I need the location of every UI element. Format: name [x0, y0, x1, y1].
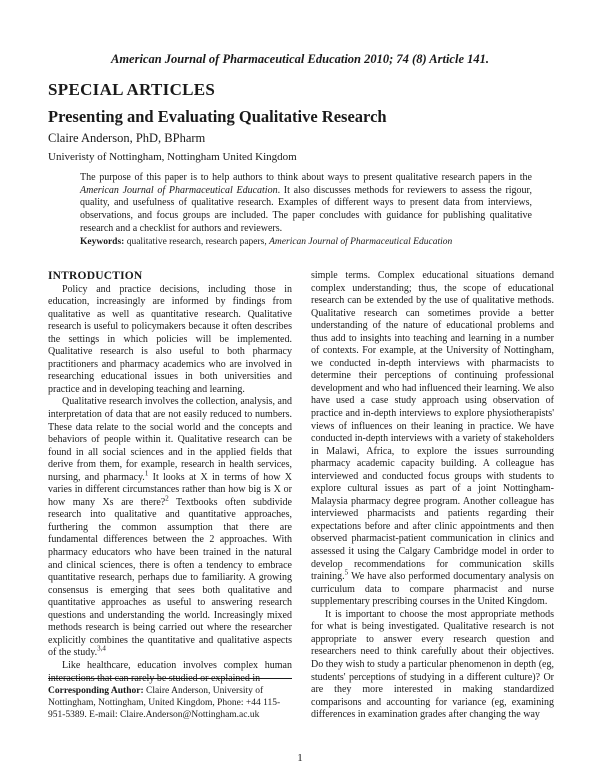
page-number: 1 — [297, 752, 303, 764]
corresponding-author-label: Corresponding Author: — [48, 686, 144, 696]
corresponding-author-note — [48, 678, 292, 721]
article-title: Presenting and Evaluating Qualitative Research — [48, 107, 387, 126]
author-line: Claire Anderson, PhD, BPharm — [48, 131, 206, 145]
text-run: We have also performed documentary analysis on curriculum data to compare pharmacist and nurse supplementary prescribing courses in the United Kingdom. — [311, 571, 554, 608]
paragraph: Policy and practice decisions, including those in education, increasingly are informed by findings from qualitative as well as quantitative research. Qualitative research is useful to policymakers because it often describes the settings in which policies will be implemented. Qualitative research is also useful to both pharmacy practitioners and pharmacy academics who are involved in researching educational issues in both universities and practice and in developing teaching and learning. — [48, 283, 292, 395]
citation-ref: 5 — [344, 568, 349, 577]
corresponding-author-text: Claire Anderson, University of Nottingham, Nottingham, United Kingdom, Phone: +44 115-951-5389. E-mail: Claire.Anderson@Nottingham.ac.uk — [48, 686, 281, 720]
left-column — [48, 270, 292, 685]
abstract-journal-name: American Journal of Pharmaceutical Education — [80, 184, 278, 196]
intro-heading: INTRODUCTION — [48, 270, 143, 282]
text-run: Textbooks often subdivide research into qualitative and quantitative approaches, furthering the common assumption that there are fundamental differences between the 2 approaches. With pharmacy educators who have been trained in the natural and clinical sciences, there is often a tendency to embrace quantitative research, perhaps due to familiarity. A growing consensus is emerging that sees both qualitative and quantitative approaches as useful to answering research questions and understanding the world. Increasingly mixed methods research is being carried out where the researcher explicitly combines the quantitative and qualitative aspects of the study. — [48, 496, 292, 659]
journal-header: American Journal of Pharmaceutical Education 2010; 74 (8) Article 141. — [110, 52, 489, 66]
paragraph — [311, 270, 554, 609]
abstract-part: The purpose of this paper is to help authors to think about ways to present qualitative research papers in the — [80, 172, 532, 183]
keywords-journal-name: American Journal of Pharmaceutical Education — [269, 236, 453, 247]
abstract-text — [80, 172, 532, 236]
paragraph — [48, 396, 292, 659]
keywords-line — [80, 236, 532, 249]
citation-ref: 1 — [144, 469, 149, 478]
citation-ref: 3,4 — [97, 645, 106, 654]
abstract — [80, 172, 532, 248]
section-label: SPECIAL ARTICLES — [48, 80, 216, 99]
paragraph: It is important to choose the most appropriate methods for what is being investigated. Qualitative research is not appropriate to answer every research question and researchers need to think carefully about their objectives. Do they wish to study a particular phenomenon in depth (eg, students' perceptions of studying in a different culture)? Or are they more interested in making standardized comparisons and accounting for variance (eg, examining differences in examination grades after changing the way — [311, 608, 554, 721]
paragraph: Like healthcare, education involves complex human interactions that can rarely be studied or explained in — [48, 659, 292, 684]
text-run: simple terms. Complex educational situations demand complex understanding; thus, the scope of educational research can be extended by the use of qualitative methods. Qualitative research can sometimes provide a better understanding of the nature of educational problems and thus add to insights into teaching and learning in a number of contexts. For example, at the University of Nottingham, we conducted in-depth interviews with pharmacists to determine their perceptions of continuing professional development and who had influenced their learning. We also have used a case study approach using observation of practice and in-depth interviews to explore physiotherapists' views of influences on their leaning in practice. We have conducted in-depth interviews with a variety of stakeholders in Malawi, Africa, to explore the issues surrounding pharmacy academic capacity building. A colleague has interviewed and conducted focus groups with students to explore cultural issues as part of a joint Nottingham-Malaysia pharmacy degree program. Another colleague has interviewed pharmacists and patients regarding their expectations before and after clinic appointments and then observed pharmacist-patient communication in clinics and assessed it using the Calgary Cambridge model in order to develop recommendations for communication skills training. — [311, 270, 554, 583]
text-run: Qualitative research involves the collection, analysis, and interpretation of data that are not easily reduced to numbers. These data relate to the social world and the concepts and behaviors of people within it. Qualitative research can be found in all social sciences and in the applied fields that derive from them, for example, research in health services, nursing, and pharmacy. — [48, 396, 292, 483]
citation-ref: 2 — [165, 494, 169, 503]
text-run: It looks at X in terms of how X varies in different circumstances rather than how big is X or how many Xs are there? — [48, 471, 292, 508]
abstract-part: . It also discusses methods for reviewers to assess the rigour, quality, and usefulness of qualitative research. Examples of different ways to present data from interviews, observations, and focus groups are included. The paper concludes with guidance for publishing qualitative research and a checklist for authors and reviewers. — [80, 184, 532, 234]
right-column — [311, 270, 554, 722]
keywords-text: qualitative research, research papers, — [124, 236, 270, 247]
keywords-label: Keywords: — [80, 236, 125, 247]
affiliation-line: Univeristy of Nottingham, Nottingham United Kingdom — [48, 151, 297, 163]
